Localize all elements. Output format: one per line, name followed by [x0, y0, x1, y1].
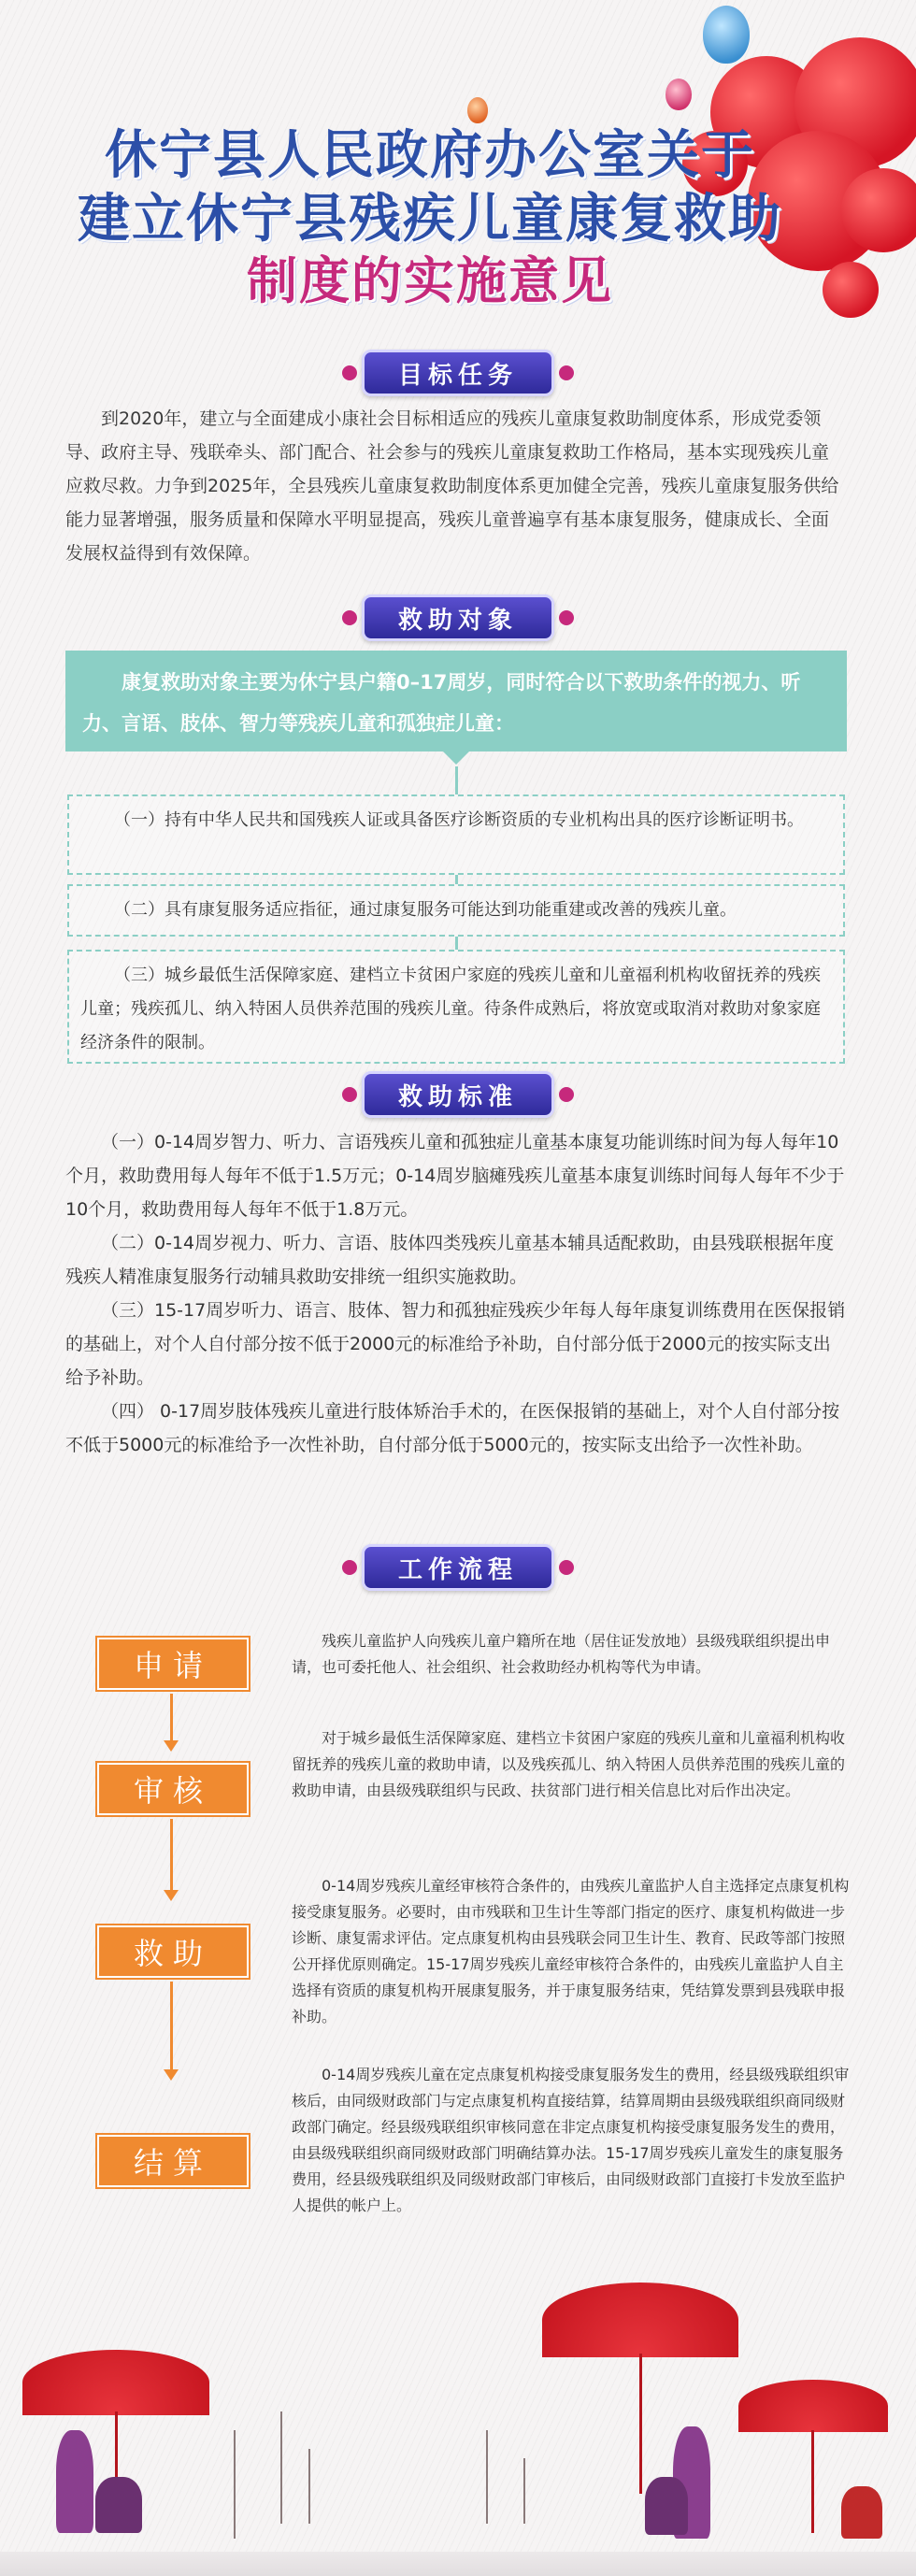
umbrella-icon [542, 2283, 738, 2357]
standard-item: （三）15-17周岁听力、语言、肢体、智力和孤独症残疾少年每人每年康复训练费用在医保报销的基础上，对个人自付部分按不低于2000元的标准给予补助，自付部分低于2000元的按实际支出给予补助。 [65, 1300, 846, 1388]
umbrella-icon [738, 2380, 888, 2432]
arrow-down-icon [164, 2069, 179, 2081]
workflow-step-settle: 结算 [97, 2135, 249, 2187]
goal-paragraph: 到2020年，建立与全面建成小康社会目标相适应的残疾儿童康复救助制度体系，形成党委领导、政府主导、残联牵头、部门配合、社会参与的残疾儿童康复救助工作格局，基本实现残疾儿童应救尽救。力争到2025年，全县残疾儿童康复救助制度体系更加健全完善，残疾儿童康复服务供给能力显著增强，服务质量和保障水平明显提高，残疾儿童普遍享有基本康复服务，健康成长、全面发展权益得到有效保障。 [65, 408, 839, 564]
workflow-step-text: 0-14周岁残疾儿童经审核符合条件的，由残疾儿童监护人自主选择定点康复机构接受康复服务。必要时，由市残联和卫生计生等部门指定的医疗、康复机构做进一步诊断、康复需求评估。定点康复机构由县残联会同卫生计生、教育、民政等部门按照公开择优原则确定。15-17周岁残疾儿童经审核符合条件的，由残疾儿童监护人自主选择有资质的康复机构开展康复服务，并于康复服务结束，凭结算发票到县残联申报补助。 [292, 1877, 850, 2025]
target-intro-box: 康复救助对象主要为休宁县户籍0–17周岁，同时符合以下救助条件的视力、听力、言语、肢体、智力等残疾儿童和孤独症儿童： [65, 651, 847, 751]
workflow-step-review: 审核 [97, 1763, 249, 1815]
page-title-line3: 制度的实施意见 [247, 251, 613, 310]
connector-line [455, 937, 458, 950]
flow-arrow [170, 1819, 173, 1892]
workflow-step-apply: 申请 [97, 1638, 249, 1690]
workflow-step-aid: 救助 [97, 1925, 249, 1978]
section-heading-target: 救助对象 [362, 594, 554, 641]
workflow-step-text: 残疾儿童监护人向残疾儿童户籍所在地（居住证发放地）县级残联组织提出申请，也可委托他人、社会组织、社会救助经办机构等代为申请。 [292, 1632, 831, 1676]
section-heading-goal: 目标任务 [362, 350, 554, 396]
flow-arrow [170, 1982, 173, 2071]
standard-item: （一）0-14周岁智力、听力、言语残疾儿童和孤独症儿童基本康复功能训练时间为每人每年10个月，救助费用每人每年不低于1.5万元；0-14周岁脑瘫残疾儿童基本康复训练时间每人每年不少于10个月，救助费用每人每年不低于1.8万元。 [65, 1132, 845, 1220]
target-item: （一）持有中华人民共和国残疾人证或具备医疗诊断资质的专业机构出具的医疗诊断证明书。 [67, 794, 845, 875]
target-item: （二）具有康复服务适应指征，通过康复服务可能达到功能重建或改善的残疾儿童。 [67, 884, 845, 937]
connector-line [455, 766, 458, 794]
workflow-step-text: 对于城乡最低生活保障家庭、建档立卡贫困户家庭的残疾儿童和儿童福利机构收留抚养的残疾儿童的救助申请，以及残疾孤儿、纳入特困人员供养范围的残疾儿童的救助申请，由县级残联组织与民政、扶贫部门进行相关信息比对后作出决定。 [292, 1729, 846, 1799]
standard-item: （二）0-14周岁视力、听力、言语、肢体四类残疾儿童基本辅具适配救助，由县残联根据年度残疾人精准康复服务行动辅具救助安排统一组织实施救助。 [65, 1233, 835, 1287]
arrow-down-icon [164, 1740, 179, 1752]
workflow-step-text: 0-14周岁残疾儿童在定点康复机构接受康复服务发生的费用，经县级残联组织审核后，由同级财政部门与定点康复机构直接结算，结算周期由县级残联组织商同级财政部门确定。经县级残联组织审核同意在非定点康复机构接受康复服务发生的费用，由县级残联组织商同级财政部门明确结算办法。15-17周岁残疾儿童发生的康复服务费用，经县级残联组织及同级财政部门审核后，由同级财政部门直接打卡发放至监护人提供的帐户上。 [292, 2066, 850, 2214]
page-title-line2: 建立休宁县残疾儿童康复救助 [78, 189, 782, 250]
hot-air-balloon-icon [703, 6, 750, 64]
wheelchair-icon [841, 2486, 882, 2539]
page-title-line1: 休宁县人民政府办公室关于 [105, 125, 755, 186]
flow-arrow [170, 1694, 173, 1742]
wheelchair-icon [56, 2430, 93, 2533]
umbrella-icon [22, 2350, 209, 2415]
section-heading-standard: 救助标准 [362, 1071, 554, 1118]
hot-air-balloon-icon [666, 79, 692, 110]
connector-line [455, 875, 458, 884]
standard-item: （四） 0-17周岁肢体残疾儿童进行肢体矫治手术的，在医保报销的基础上，对个人自付部分按不低于5000元的标准给予一次性补助，自付部分低于5000元的，按实际支出给予一次性补助。 [65, 1401, 840, 1455]
section-heading-workflow: 工作流程 [362, 1544, 554, 1591]
arrow-down-icon [164, 1890, 179, 1901]
target-item: （三）城乡最低生活保障家庭、建档立卡贫困户家庭的残疾儿童和儿童福利机构收留抚养的残疾儿童；残疾孤儿、纳入特困人员供养范围的残疾儿童。待条件成熟后，将放宽或取消对救助对象家庭经济条件的限制。 [67, 950, 845, 1064]
